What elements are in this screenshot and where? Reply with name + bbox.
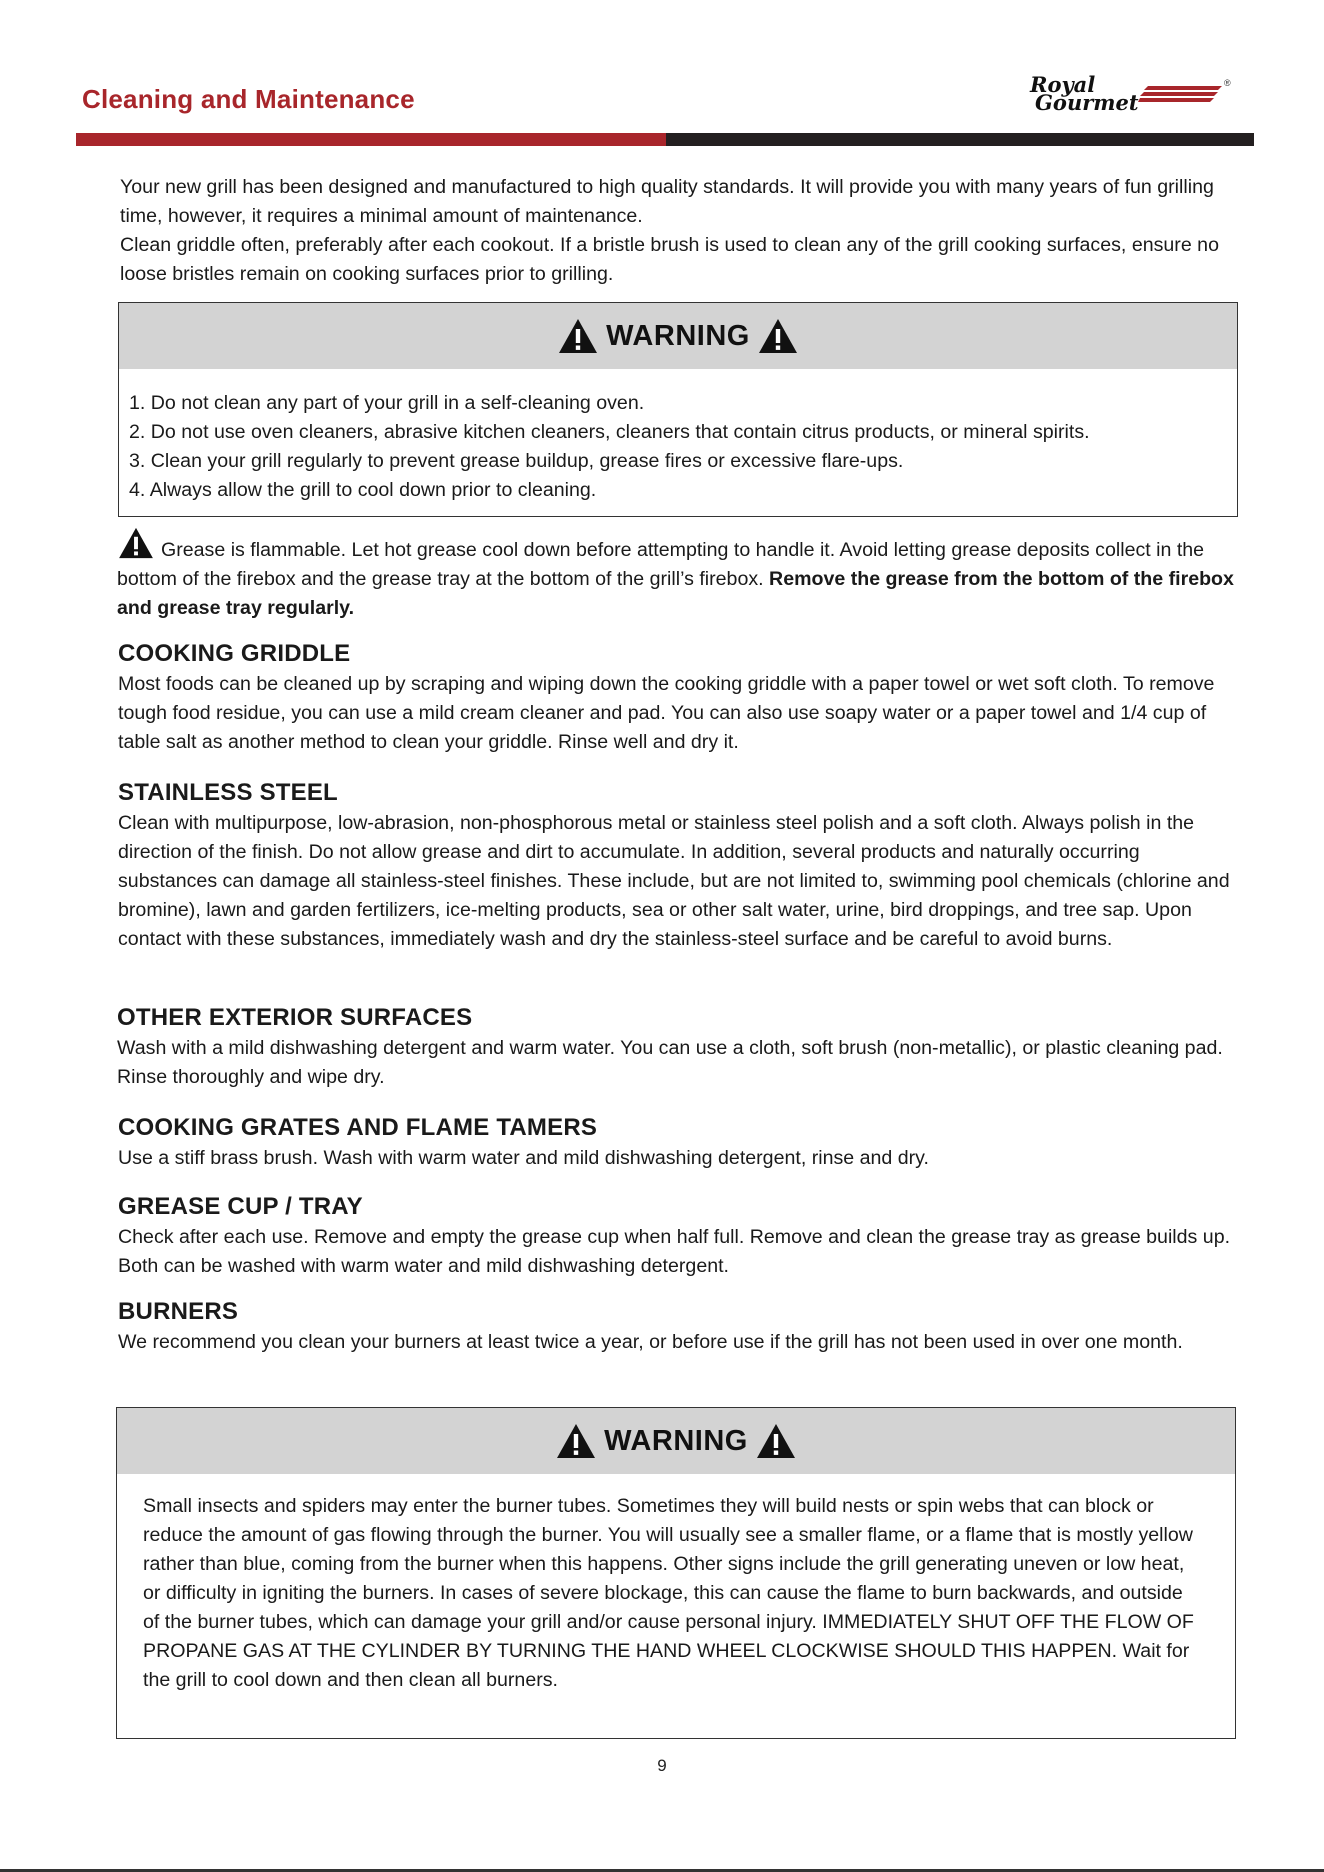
grease-note-text: Grease is flammable. Let hot grease cool down before attempting to handle it. Avoid letting grease deposits collect in the bottom of the firebox and the grease tray at the bottom of the grill’s firebox. [117,539,1205,590]
warning-body-text: Small insects and spiders may enter the burner tubes. Sometimes they will build nests or spin webs that can block or reduce the amount of gas flowing through the burner. You will usually see a smaller flame, or a flame that is mostly yellow rather than blue, coming from the burner when this happens. Other signs include the grill generating uneven or low heat, or difficulty in igniting the burners. In cases of severe blockage, this can cause the flame to burn backwards, and outside of the burner tubes, which can damage your grill and/or cause personal injury. IMMEDIATELY SHUT OFF THE FLOW OF PROPANE GAS AT THE CYLINDER BY TURNING THE HAND WHEEL CLOCKWISE SHOULD THIS HAPPEN. Wait for the grill to cool down and then clean all burners. [143,1495,1194,1691]
page-title: Cleaning and Maintenance [82,84,415,114]
section-body-burners: We recommend you clean your burners at least twice a year, or before use if the grill has not been used in over one month. [118,1331,1183,1353]
intro-paragraph-2: Clean griddle often, preferably after each cookout. If a bristle brush is used to clean any of the grill cooking surfaces, ensure no loose bristles remain on cooking surfaces prior to grilling. [120,234,1219,285]
warning-header [117,1408,1235,1474]
header-bar-red [76,133,666,146]
warning-label: WARNING [604,1424,748,1457]
header-bar-dark [666,133,1254,146]
grease-flammable-note [117,527,1237,623]
brand-logo [1030,72,1231,120]
section-title-cooking-griddle: COOKING GRIDDLE [118,640,351,667]
section-title-burners: BURNERS [118,1298,239,1325]
warning-triangle-icon [117,527,155,559]
logo-wordmark [1030,72,1139,115]
page-header [0,0,1324,150]
warning-triangle-icon [558,318,598,354]
warning-list [129,389,1090,505]
warning-triangle-icon [756,1423,796,1459]
section-body-other-exterior: Wash with a mild dishwashing detergent and warm water. You can use a cloth, soft brush (non-metallic), or plastic cleaning pad. Rinse thoroughly and wipe dry. [117,1037,1223,1088]
logo-line-1: Royal [1030,72,1096,97]
section-body-cooking-grates: Use a stiff brass brush. Wash with warm water and mild dishwashing detergent, rinse and dry. [118,1147,929,1169]
grease-note-bold: Remove the grease from the bottom of the firebox and grease tray regularly. [117,568,1234,619]
section-body-cooking-griddle: Most foods can be cleaned up by scraping and wiping down the cooking griddle with a paper towel or wet soft cloth. To remove tough food residue, you can use a mild cream cleaner and pad. You can also use soapy water or a paper towel and 1/4 cup of table salt as another method to clean your griddle. Rinse well and dry it. [118,673,1215,753]
warning-item: 1. Do not clean any part of your grill in a self-cleaning oven. [129,392,645,414]
warning-box-burners [116,1407,1236,1739]
section-title-other-exterior: OTHER EXTERIOR SURFACES [117,1004,473,1031]
logo-stripes-icon [1138,86,1222,102]
section-title-grease-cup: GREASE CUP / TRAY [118,1193,363,1220]
page-number: 9 [657,1756,667,1775]
section-body-grease-cup: Check after each use. Remove and empty the grease cup when half full. Remove and clean the grease tray as grease builds up. Both can be washed with warm water and mild dishwashing detergent. [118,1226,1231,1277]
intro-text [120,173,1240,289]
intro-paragraph-1: Your new grill has been designed and manufactured to high quality standards. It will provide you with many years of fun grilling time, however, it requires a minimal amount of maintenance. [120,176,1214,227]
warning-box-cleaning [118,302,1238,517]
logo-line-2: Gourmet [1035,90,1139,115]
warning-triangle-icon [758,318,798,354]
warning-triangle-icon [556,1423,596,1459]
warning-header [119,303,1237,369]
section-body-stainless-steel: Clean with multipurpose, low-abrasion, non-phosphorous metal or stainless steel polish and a soft cloth. Always polish in the direction of the finish. Do not allow grease and dirt to accumulate. In addition, several products and naturally occurring substances can damage all stainless-steel finishes. These include, but are not limited to, swimming pool chemicals (chlorine and bromine), lawn and garden fertilizers, ice-melting products, sea or other salt water, urine, bird droppings, and tree sap. Upon contact with these substances, immediately wash and dry the stainless-steel surface and be careful to avoid burns. [118,812,1230,950]
warning-item: 2. Do not use oven cleaners, abrasive kitchen cleaners, cleaners that contain citrus products, or mineral spirits. [129,421,1090,443]
section-title-cooking-grates: COOKING GRATES AND FLAME TAMERS [118,1114,598,1141]
warning-label: WARNING [606,319,750,352]
warning-item: 4. Always allow the grill to cool down prior to cleaning. [129,479,597,501]
section-title-stainless-steel: STAINLESS STEEL [118,779,338,806]
registered-mark: ® [1224,78,1231,88]
warning-item: 3. Clean your grill regularly to prevent grease buildup, grease fires or excessive flare-ups. [129,450,904,472]
